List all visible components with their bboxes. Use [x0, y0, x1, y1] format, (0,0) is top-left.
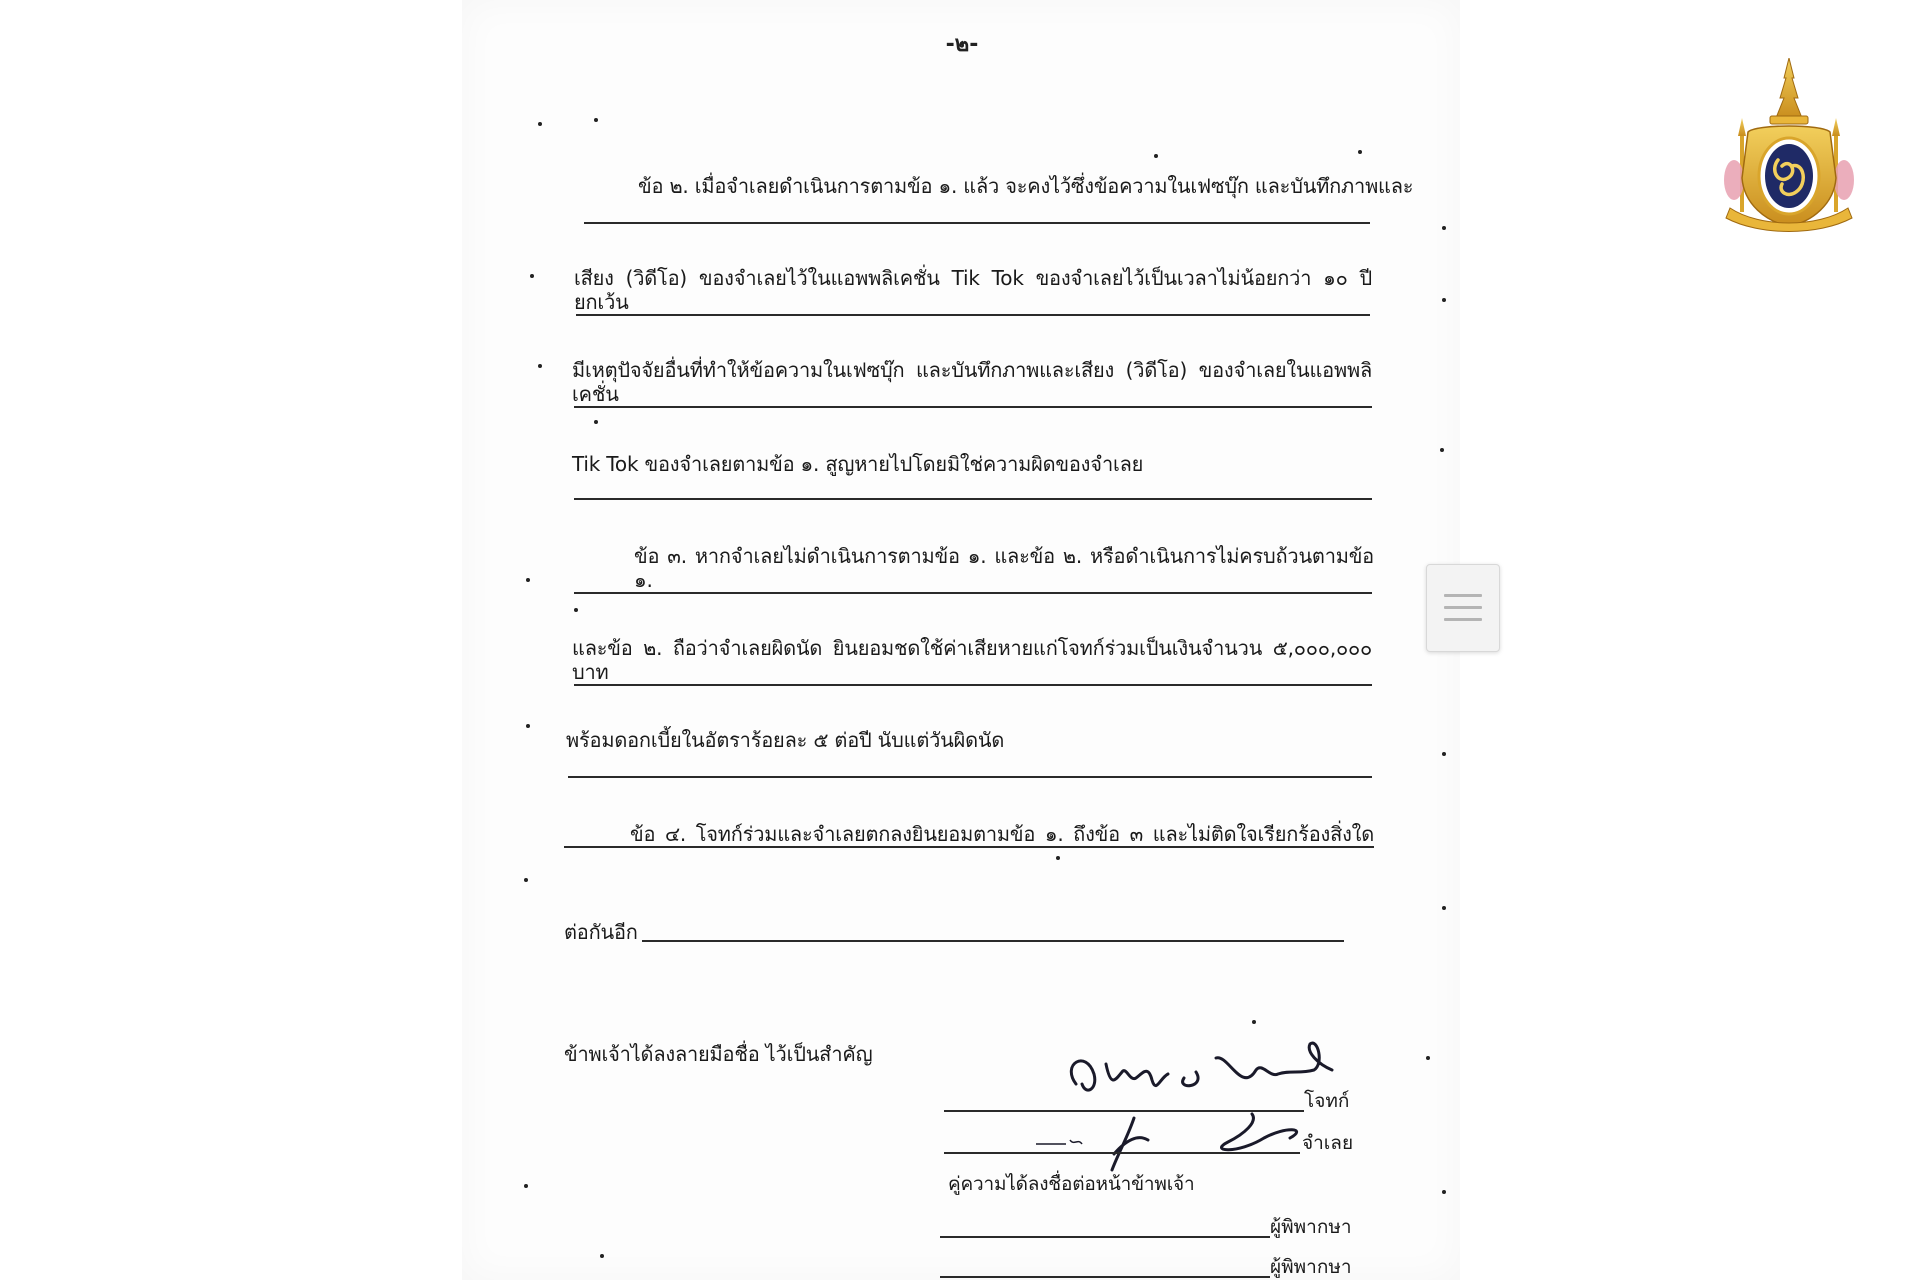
scan-speck — [1442, 298, 1446, 302]
ruled-line — [584, 222, 1370, 224]
scan-speck — [1154, 154, 1158, 158]
ruled-line — [574, 498, 1372, 500]
paragraph-line: Tik Tok ของจำเลยตามข้อ ๑. สูญหายไปโดยมิใช่ความผิดของจำเลย — [572, 452, 1144, 476]
signature-intro: ข้าพเจ้าได้ลงลายมือชื่อ ไว้เป็นสำคัญ — [564, 1042, 873, 1066]
witness-text: คู่ความได้ลงชื่อต่อหน้าข้าพเจ้า — [948, 1173, 1195, 1195]
viewer-menu-button[interactable] — [1426, 564, 1500, 652]
paragraph-line: และข้อ ๒. ถือว่าจำเลยผิดนัด ยินยอมชดใช้ค่าเสียหายแก่โจทก์ร่วมเป็นเงินจำนวน ๕,๐๐๐,๐๐๐ บาท — [572, 636, 1372, 684]
paragraph-line: ข้อ ๔. โจทก์ร่วมและจำเลยตกลงยินยอมตามข้อ ๑. ถึงข้อ ๓ และไม่ติดใจเรียกร้องสิ่งใด — [630, 822, 1374, 846]
paragraph-line: มีเหตุปัจจัยอื่นที่ทำให้ข้อความในเฟซบุ๊ก และบันทึกภาพและเสียง (วิดีโอ) ของจำเลยในแอพพลิเคชั่น — [572, 358, 1372, 406]
scan-speck — [1442, 226, 1446, 230]
paragraph-line: ต่อกันอีก — [564, 920, 638, 944]
scan-speck — [1358, 150, 1362, 154]
document-page — [462, 0, 1460, 1280]
scan-speck — [524, 878, 528, 882]
ruled-line — [568, 776, 1372, 778]
defendant-label: จำเลย — [1302, 1132, 1354, 1154]
paragraph-line: ข้อ ๓. หากจำเลยไม่ดำเนินการตามข้อ ๑. และข้อ ๒. หรือดำเนินการไม่ครบถ้วนตามข้อ ๑. — [634, 544, 1374, 592]
ruled-line — [564, 846, 630, 848]
scan-speck — [1440, 448, 1444, 452]
judge-label: ผู้พิพากษา — [1270, 1216, 1352, 1238]
scan-speck — [530, 274, 534, 278]
scan-speck — [538, 364, 542, 368]
paragraph-line: ข้อ ๒. เมื่อจำเลยดำเนินการตามข้อ ๑. แล้ว จะคงไว้ซึ่งข้อความในเฟซบุ๊ก และบันทึกภาพและ — [638, 174, 1414, 198]
scan-speck — [600, 1254, 604, 1258]
scan-speck — [538, 122, 542, 126]
hamburger-menu-icon — [1444, 618, 1482, 621]
ruled-line — [574, 684, 1372, 686]
page-number: -๒- — [945, 32, 979, 57]
scan-speck — [526, 724, 530, 728]
scan-speck — [574, 608, 578, 612]
defendant-signature-mark-icon — [1198, 1108, 1318, 1168]
ruled-line — [642, 940, 1344, 942]
judge-label: ผู้พิพากษา — [1270, 1256, 1352, 1278]
ruled-line — [576, 314, 1370, 316]
scan-speck — [594, 118, 598, 122]
signature-line — [940, 1236, 1270, 1238]
scan-speck — [1442, 1190, 1446, 1194]
ruled-line — [574, 406, 1372, 408]
paragraph-line: พร้อมดอกเบี้ยในอัตราร้อยละ ๕ ต่อปี นับแต่วันผิดนัด — [566, 728, 1005, 752]
scan-speck — [1426, 1056, 1430, 1060]
scan-speck — [526, 578, 530, 582]
signature-line — [940, 1276, 1270, 1278]
hamburger-menu-icon — [1444, 594, 1482, 597]
ruled-line — [574, 592, 1372, 594]
scan-speck — [594, 420, 598, 424]
signature-line — [944, 1152, 1300, 1154]
scan-speck — [524, 1184, 528, 1188]
paragraph-line: เสียง (วิดีโอ) ของจำเลยไว้ในแอพพลิเคชั่น Tik Tok ของจำเลยไว้เป็นเวลาไม่น้อยกว่า ๑๐ ปี ยกเว้น — [574, 266, 1372, 314]
hamburger-menu-icon — [1444, 606, 1482, 609]
royal-emblem-icon — [1720, 58, 1858, 234]
scan-speck — [1252, 1020, 1256, 1024]
scan-speck — [1442, 752, 1446, 756]
plaintiff-label: โจทก์ — [1304, 1090, 1350, 1112]
scan-speck — [1442, 906, 1446, 910]
scan-speck — [1056, 856, 1060, 860]
